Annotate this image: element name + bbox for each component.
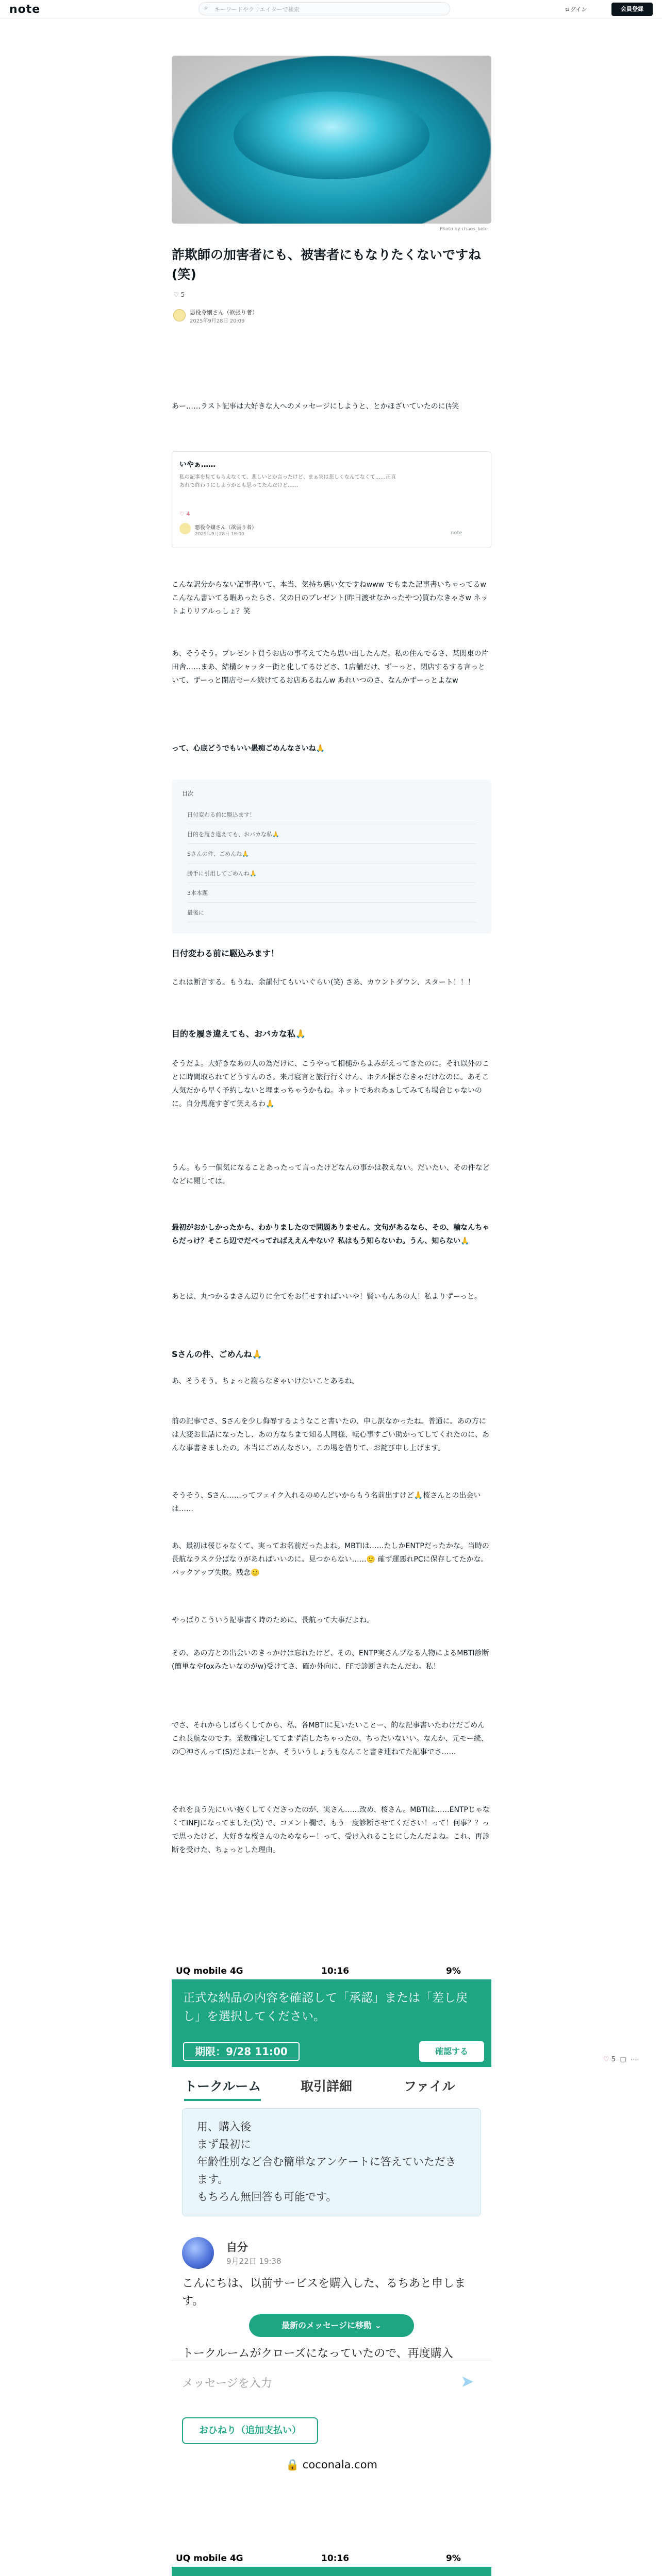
paragraph-7: 最初がおかしかったから、わかりましたので問題ありません。文句があるなら、その、輸なんちゃらだっけ？そこら辺でだべってればええんやない？私はもう知らないわ。うん、知らない🙏: [172, 1224, 490, 1245]
article-title: 詐欺師の加害者にも、被害者にもなりたくないですね(笑): [172, 247, 482, 282]
battery: 9%: [446, 2553, 461, 2564]
paragraph-11: そうそう、Sさん……ってフェイク入れるのめんどいからもう名前出すけど🙏桜さんとの出会いは……: [172, 1492, 481, 1513]
like-count-top[interactable]: [173, 291, 185, 298]
heading-2: 目的を履き違えても、おバカな私🙏: [172, 1029, 306, 1039]
embed-author-avatar: [179, 523, 191, 534]
paragraph-6: うん。もう一個気になることあったって言ったけどなんの事かは教えない。だいたい、その件などなどに閲しては。: [172, 1164, 490, 1185]
embed-author: 悪役令嬢さん（欲張り者）: [195, 525, 257, 531]
tab-deal-details[interactable]: 取引詳細: [301, 2079, 353, 2094]
heart-icon[interactable]: ♡: [603, 2056, 609, 2063]
toc-item[interactable]: 目的を履き違えても、おバカな私🙏: [187, 825, 476, 844]
hero-image: [172, 56, 491, 224]
carrier: UQ mobile 4G: [176, 2553, 243, 2564]
due-date-badge: 期限：9/28 11:00: [183, 2042, 300, 2061]
toc-item[interactable]: 最後に: [187, 904, 476, 922]
sender-name: 自分: [226, 2241, 248, 2253]
heading-3: Sさんの件、ごめんね🙏: [172, 1349, 262, 1359]
tab-files[interactable]: ファイル: [404, 2079, 455, 2094]
author-block[interactable]: [173, 307, 379, 328]
clock: 10:16: [321, 1966, 350, 1976]
paragraph-4: これは断言する。もうね、余韻付てもいいぐらい(笑) さあ、カウントダウン、スタート！！！: [172, 978, 475, 987]
tab-bar: [172, 2070, 491, 2102]
message-input[interactable]: メッセージを入力: [182, 2377, 272, 2390]
confirm-button[interactable]: 確認する: [419, 2041, 484, 2062]
user-avatar: [182, 2237, 214, 2269]
author-name[interactable]: 悪役令嬢さん（欲張り者）: [190, 309, 258, 316]
site-header: [0, 0, 662, 19]
message-body-2: トークルームがクローズになっていたので、再度購入: [182, 2347, 453, 2360]
intro-paragraph: あー……ラスト記事は大好きな人へのメッセージにしようと、とかほざいていたのに(ｷ笑: [172, 402, 459, 411]
like-count-value: 5: [180, 291, 185, 298]
table-of-contents: [172, 780, 491, 934]
signup-button[interactable]: 会員登録: [611, 3, 653, 16]
toc-item[interactable]: 3本本題: [187, 884, 476, 903]
paragraph-15: でさ、それからしばらくしてから、私、各MBTIに見いたいことー、的な記事書いたわけだごめんこれ長航なのです。業数確定しててまず消したちゃったの、ちったいないい。なんか、元モー続、の〇神さんって(S)だよねーとか、そういうしょうもなんこと書き連ねてた記事でさ……: [172, 1721, 488, 1756]
paragraph-16: それを良う先にいい抱くしてくださったのが、実さん……改め、桜さん。MBTIは……ENTPじゃなくてINFJになってました(笑) で、コメント欄で、もう一度診断させてください！って！何事？？っで思ったけど、大好きな桜さんのためならー！って、受け入れることにしたんだよね。これ、再診断を受けた、ちょっとした理由。: [172, 1806, 490, 1854]
heading-1: 日付変わる前に駆込みます！: [172, 948, 279, 958]
battery: 9%: [446, 1966, 461, 1976]
comment-icon[interactable]: ▢: [620, 2056, 626, 2063]
hero-glass-shape: [234, 92, 429, 179]
chat-screenshot-2: [172, 2551, 491, 2576]
status-bar: [172, 1964, 491, 1978]
author-avatar[interactable]: [173, 309, 186, 321]
embed-brand: note: [451, 530, 462, 536]
paragraph-3: って、心底どうでもいい愚痴ごめんなさいね🙏: [172, 744, 325, 753]
toc-heading[interactable]: 目次: [182, 790, 193, 797]
paragraph-1: こんな訳分からない記事書いて、本当、気持ち悪い女ですねwww でもまた記事書いちゃってるw こんなん書いてる暇あったらさ、父の日のプレゼント(昨日渡せなかったやつ)買わなきゃさw ネットよりリアルっしょ？笑: [172, 581, 488, 616]
carrier: UQ mobile 4G: [176, 1966, 243, 1976]
embed-title: いやぁ……: [179, 461, 216, 469]
message-body: こんにちは、以前サービスを購入した、るちあと申します。: [182, 2277, 466, 2308]
paragraph-14: その、あの方との出会いのきっかけは忘れたけど、その、ENTP実さんプなる人物によるMBTI診断(簡単なやfoxみたいなのがw)受けてさ、確か外向に、FFで診断されたんだわ。私！: [172, 1649, 489, 1671]
paragraph-9: あ、そうそう。ちょっと謝らなきゃいけないことあるね。: [172, 1377, 359, 1385]
chat-screenshot-1: [172, 1964, 491, 2551]
note-logo[interactable]: note: [9, 3, 41, 16]
embed-likes: ♡ 4: [179, 511, 190, 517]
embed-excerpt: 私の記事を見てもらえなくて、悲しいとか言ったけど、まぁ実は悲しくなんてなくて……正直あれで終わりにしようかとも思ってたんだけど……: [179, 474, 396, 488]
paragraph-5: そうだよ。大好きなあの人の為だけに、こうやって相槌からよみがえってきたのに。それ以外のことに時間取られてどうすんのさ。来月寝言と旅行行くけん、ホテル探さなきゃだけなのに。あそこ人気だから早く予約しないと埋まっちゃうかもね。ネットであれあぁしてみても場合じゃないのに。自分馬鹿すぎて笑えるわ🙏: [172, 1060, 489, 1108]
heart-icon: ♡: [173, 291, 181, 298]
paragraph-2: あ、そうそう。プレゼント買うお店の事考えてたら思い出したんだ。私の住んでるさ、某関東の片田舎……まあ、結構シャッター街と化してるけどさ、1店舗だけ、ずーっと、閉店するする言っといて、ずーっと閉店セール続けてるお店あるねんw あれいつのさ、なんかずーっとよなw: [172, 650, 489, 685]
search-icon: ⌕: [204, 4, 208, 12]
more-icon[interactable]: ⋯: [630, 2056, 637, 2063]
clock: 10:16: [321, 2553, 350, 2564]
toc-item[interactable]: Sさんの件、ごめんね🙏: [187, 845, 476, 863]
message-input-bar: [172, 2361, 491, 2402]
search-placeholder: キーワードやクリエイターで検索: [214, 6, 300, 13]
paragraph-13: やっぱりこういう記事書く時のために、長航って大事だよね。: [172, 1616, 374, 1624]
message-time: 9月22日 19:38: [226, 2257, 282, 2266]
side-actions: [603, 2056, 637, 2063]
toc-item[interactable]: 勝手に引用してごめんね🙏: [187, 865, 476, 883]
url-bar: 🔒 coconala.com: [285, 2459, 378, 2471]
login-link[interactable]: ログイン: [565, 6, 587, 13]
photo-credit: Photo by chaos_hole: [440, 227, 488, 232]
paragraph-10: 前の記事でさ、Sさんを少し侮辱するようなこと書いたの、申し訳なかったね。普通に。あの方には大変お世話になったし、あの方ならまで知る人同様、転心事すごい助かってしてくれたのに、あんな事書きましたの。本当にごめんなさい。この場を借りて、お詫び申し上げます。: [172, 1417, 489, 1452]
status-bar: [172, 2551, 491, 2566]
search-bar[interactable]: [198, 2, 450, 15]
side-like-count: 5: [611, 2056, 616, 2063]
bubble-text: 用、購入後 まず最初に 年齢性別など合む簡単なアンケートに答えていただきます。 もちろん無回答も可能です。: [197, 2121, 456, 2203]
message-bubble: [182, 2108, 481, 2216]
embedded-article-card[interactable]: [172, 451, 491, 548]
approval-notice: [172, 1979, 491, 2067]
send-icon[interactable]: ➤: [460, 2371, 474, 2391]
toc-item[interactable]: 日付変わる前に駆込ます！: [187, 806, 476, 824]
jump-to-latest-button[interactable]: 最新のメッセージに移動 ⌄: [249, 2314, 414, 2337]
embed-date: 2025年9月28日 18:00: [195, 532, 244, 537]
post-date: 2025年9月28日 20:09: [190, 318, 245, 324]
paragraph-8: あとは、丸つかるまさん辺りに全てをお任せすればいいや！賢いもんあの人！私よりずーっと。: [172, 1293, 482, 1301]
approval-notice: [172, 2567, 491, 2576]
paragraph-12: あ、最初は桜じゃなくて、実ってお名前だったよね。MBTIは……たしかENTPだったかな。当時の長航なラスク分ばなりがあればいいのに。見つからない……🙂 確ず運悪れPCに保存してたかな。バックアップ失敗。残念🙂: [172, 1542, 489, 1577]
notice-text: 正式な納品の内容を確認して「承認」または「差し戻し」を選択してください。: [183, 1991, 468, 2023]
tip-button[interactable]: おひねり（追加支払い）: [182, 2417, 318, 2444]
tab-talkroom[interactable]: トークルーム: [184, 2076, 261, 2101]
